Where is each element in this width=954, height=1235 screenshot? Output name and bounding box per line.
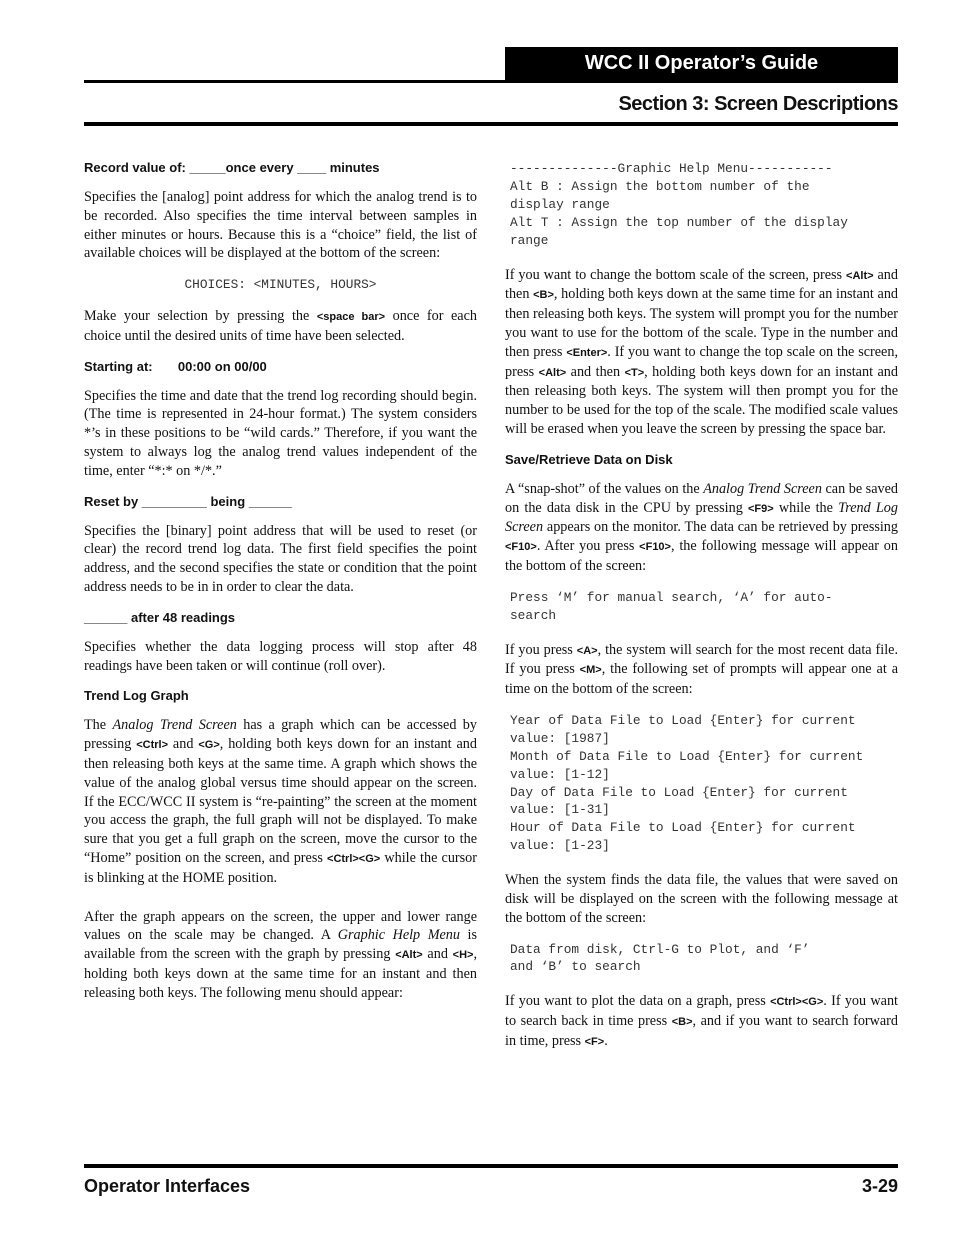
paragraph-auto-manual: If you press <A>, the system will search for the most recent data file. If you press <M>, the following set of prompts will appear one at a time on the bottom of the screen: — [505, 641, 898, 698]
footer-section-name: Operator Interfaces — [84, 1176, 251, 1196]
key-alt: <Alt> — [395, 949, 423, 962]
paragraph-after-readings: Specifies whether the data logging process will stop after 48 readings have been taken or will continue (roll over). — [84, 638, 477, 674]
code-choices: CHOICES: <MINUTES, HOURS> — [184, 277, 377, 293]
heading-after-readings: ______ after 48 readings — [84, 609, 236, 625]
heading-trend-log-graph: Trend Log Graph — [84, 688, 189, 704]
header-rule — [84, 80, 898, 83]
code-file-prompts: Year of Data File to Load {Enter} for current value: [1987] Month of Data File to Load {Enter} for current value: [1-12] Day of Data File to Load {Enter} for current value: [1-31] Hour of Data File to Load {Enter} for current value: [1-23] — [510, 712, 864, 854]
code-search-prompt: Press ‘M’ for manual search, ‘A’ for auto- search — [510, 589, 833, 623]
paragraph-reset-by: Specifies the [binary] point address that will be used to reset (or clear) the record trend log data. The first field specifies the point address, and the second specifies the state or condition that the point address needs to be in in order to clear the data. — [84, 522, 477, 596]
page-number: 3-29 — [861, 1176, 898, 1196]
key-space-bar: <space bar> — [316, 311, 386, 324]
code-disk-message: Data from disk, Ctrl-G to Plot, and ‘F’ and ‘B’ to search — [510, 941, 810, 975]
paragraph-starting-at: Specifies the time and date that the trend log recording should begin. (The time is represented in 24-hour format.) The system considers *’s in these positions to be “wild cards.” Therefore, if you want the system to always log the analog trend values independent of the time, enter “*:* on */*.” — [84, 387, 477, 479]
guide-title: WCC II Operator’s Guide — [505, 47, 898, 80]
key-g: <G> — [198, 739, 220, 752]
key-h: <H> — [452, 949, 474, 962]
left-column — [84, 150, 477, 1016]
section-title: Section 3: Screen Descriptions — [618, 93, 898, 115]
paragraph-snapshot: A “snap-shot” of the values on the Analog Trend Screen can be saved on the data disk in the CPU by pressing <F9> while the Trend Log Screen appears on the monitor. The data can be retrieved by pressing <F10>. After you press <F10>, the following message will appear on the bottom of the screen: — [505, 480, 898, 574]
key-ctrl-g: <Ctrl><G> — [327, 853, 381, 866]
paragraph-plot-search: If you want to plot the data on a graph, press <Ctrl><G>. If you want to search back in time press <B>, and if you want to search forward in time, press <F>. — [505, 993, 898, 1049]
code-graphic-help-menu: --------------Graphic Help Menu----------- Alt B : Assign the bottom number of the display range Alt T : Assign the top number of the display range — [510, 161, 848, 248]
paragraph-selection: Make your selection by pressing the <space bar> once for each choice until the desired units of time have been selected. — [84, 308, 477, 344]
heading-save-retrieve: Save/Retrieve Data on Disk — [505, 451, 673, 467]
heading-reset-by: Reset by _________ being ______ — [84, 493, 293, 509]
heading-record-value: Record value of: _____once every ____ minutes — [84, 160, 380, 175]
paragraph-graph-range: After the graph appears on the screen, the upper and lower range values on the scale may be changed. A Graphic Help Menu is available from the screen with the graph by pressing <Alt> and <H>, holding both keys down at the same time for an instant and then releasing both keys. The following menu should appear: — [84, 908, 478, 1001]
heading-starting-at: Starting at: 00:00 on 00/00 — [84, 358, 267, 374]
paragraph-data-found: When the system finds the data file, the values that were saved on disk will be displayed on the screen with the following message at the bottom of the screen: — [505, 872, 898, 926]
paragraph-change-scale: If you want to change the bottom scale of the screen, press <Alt> and then <B>, holding both keys down at the same time for an instant and then releasing both keys. The system will prompt you for the number you want to use for the bottom of the scale. Type in the number and then press <Enter>. If you want to change the top scale on the screen, press <Alt> and then <T>, holding both keys down for an instant and then releasing both keys. The system will then prompt you for the number to be used for the top of the scale. The modified scale values will be erased when you leave the screen by pressing the space bar. — [505, 266, 898, 437]
right-column — [505, 160, 898, 1065]
key-ctrl: <Ctrl> — [136, 739, 169, 752]
section-rule — [84, 122, 898, 126]
paragraph-record-value: Specifies the [analog] point address for which the analog trend is to be recorded. Also specifies the time interval between samples in either minutes or hours. Because this is a “choice” field, the list of available choices will be displayed at the bottom of the screen: — [84, 189, 477, 262]
footer-rule — [84, 1164, 898, 1168]
paragraph-graph-access: The Analog Trend Screen has a graph which can be accessed by pressing <Ctrl> and <G>, holding both keys down for an instant and then releasing both keys at the same time. A graph which shows the value of the analog global versus time should appear on the screen. If the ECC/WCC II system is “re-painting” the screen at the moment you access the graph, the full graph will not be displayed. To make sure that you get a full graph on the screen, move the cursor to the “Home” position on the screen, and press <Ctrl><G> while the cursor is blinking at the HOME position. — [84, 717, 477, 886]
